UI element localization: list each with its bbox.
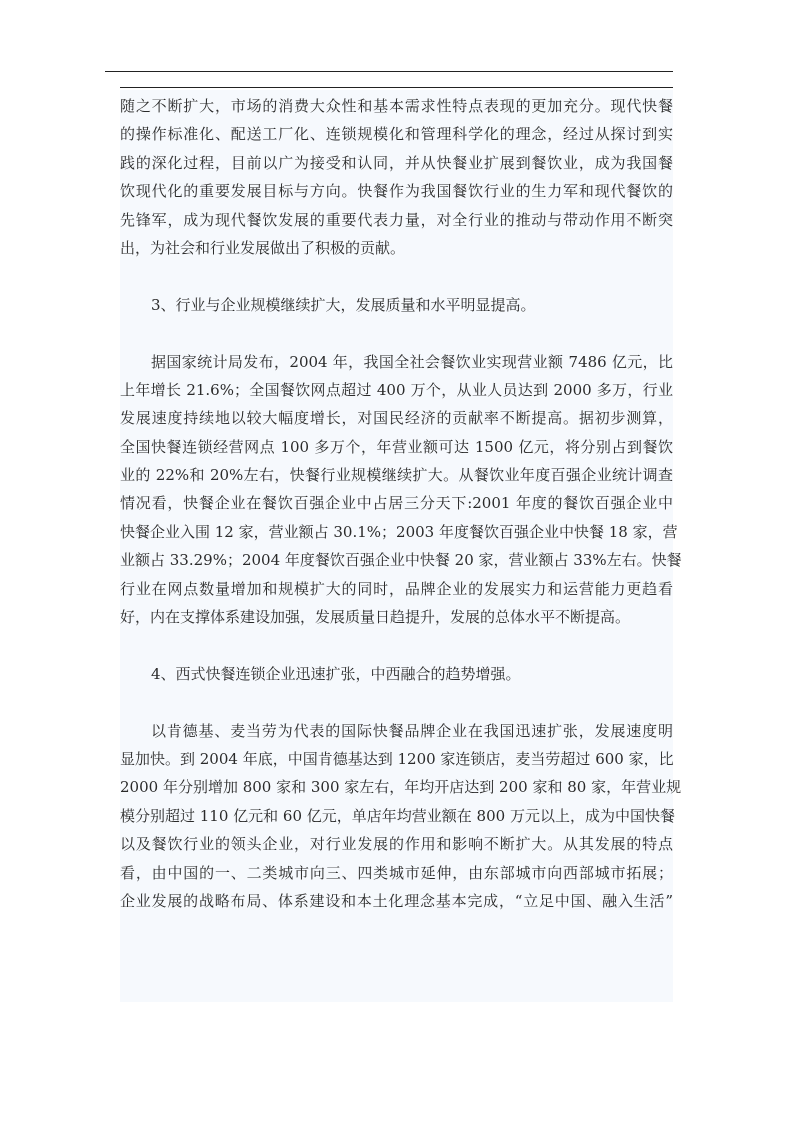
section-heading-3: 3、行业与企业规模继续扩大，发展质量和水平明显提高。 bbox=[151, 295, 536, 314]
text-line: 快餐企业入围 12 家，营业额占 30.1%；2003 年度餐饮百强企业中快餐 18 家，营 bbox=[120, 522, 678, 541]
section-heading-4: 4、西式快餐连锁企业迅速扩张，中西融合的趋势增强。 bbox=[151, 664, 521, 683]
text-line: 业的 22%和 20%左右，快餐行业规模继续扩大。从餐饮业年度百强企业统计调查 bbox=[120, 466, 673, 485]
text-line: 以及餐饮行业的领头企业，对行业发展的作用和影响不断扩大。从其发展的特点 bbox=[120, 835, 673, 854]
paragraph-2 bbox=[120, 348, 682, 632]
text-line: 上年增长 21.6%；全国餐饮网点超过 400 万个，从业人员达到 2000 多万，行业 bbox=[120, 380, 673, 399]
paragraph-3 bbox=[120, 717, 682, 916]
text-line: 业额占 33.29%；2004 年度餐饮百强企业中快餐 20 家，营业额占 33%左右。快餐 bbox=[120, 551, 682, 570]
header-rule bbox=[105, 71, 673, 72]
text-line: 好，内在支撑体系建设加强，发展质量日趋提升，发展的总体水平不断提高。 bbox=[120, 608, 631, 627]
paragraph-1 bbox=[120, 92, 673, 262]
header-rule-secondary bbox=[120, 87, 673, 88]
text-line: 践的深化过程，目前以广为接受和认同，并从快餐业扩展到餐饮业，成为我国餐 bbox=[120, 153, 673, 172]
text-line: 情况看，快餐企业在餐饮百强企业中占居三分天下:2001 年度的餐饮百强企业中 bbox=[120, 494, 673, 513]
text-line: 发展速度持续地以较大幅度增长，对国民经济的贡献率不断提高。据初步测算， bbox=[120, 409, 673, 428]
document-body bbox=[120, 90, 682, 1002]
text-line: 行业在网点数量增加和规模扩大的同时，品牌企业的发展实力和运营能力更趋看 bbox=[120, 579, 673, 598]
text-line: 全国快餐连锁经营网点 100 多万个，年营业额可达 1500 亿元，将分别占到餐饮 bbox=[120, 437, 673, 456]
text-line: 出，为社会和行业发展做出了积极的贡献。 bbox=[120, 238, 406, 257]
text-line: 模分别超过 110 亿元和 60 亿元，单店年均营业额在 800 万元以上，成为中国快餐 bbox=[120, 806, 675, 825]
text-line: 看，由中国的一、二类城市向三、四类城市延伸，由东部城市向西部城市拓展； bbox=[120, 863, 673, 882]
text-line: 据国家统计局发布，2004 年，我国全社会餐饮业实现营业额 7486 亿元，比 bbox=[151, 352, 673, 371]
text-line: 先锋军，成为现代餐饮发展的重要代表力量，对全行业的推动与带动作用不断突 bbox=[120, 210, 673, 229]
text-line: 显加快。到 2004 年底，中国肯德基达到 1200 家连锁店，麦当劳超过 600 家，比 bbox=[120, 749, 674, 768]
text-line: 以肯德基、麦当劳为代表的国际快餐品牌企业在我国迅速扩张，发展速度明 bbox=[151, 721, 673, 740]
text-line: 2000 年分别增加 800 家和 300 家左右，年均开店达到 200 家和 80 家，年营业规 bbox=[120, 778, 682, 797]
text-line: 企业发展的战略布局、体系建设和本土化理念基本完成，“立足中国、融入生活” bbox=[120, 891, 673, 910]
text-line: 饮现代化的重要发展目标与方向。快餐作为我国餐饮行业的生力军和现代餐饮的 bbox=[120, 182, 673, 201]
text-line: 随之不断扩大，市场的消费大众性和基本需求性特点表现的更加充分。现代快餐 bbox=[120, 97, 673, 115]
text-line: 的操作标准化、配送工厂化、连锁规模化和管理科学化的理念，经过从探讨到实 bbox=[120, 125, 673, 144]
